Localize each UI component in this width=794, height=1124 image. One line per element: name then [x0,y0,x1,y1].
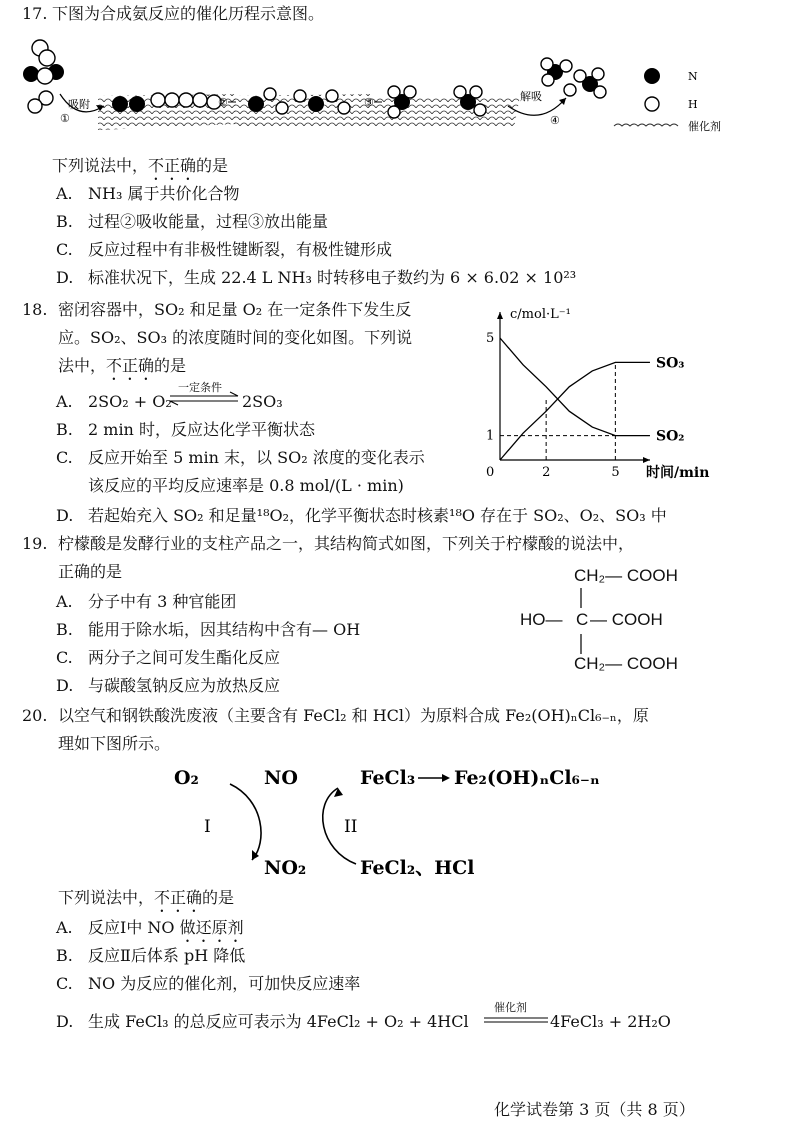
no2-label: NO₂ [264,857,307,879]
x-axis-label: 时间/min [646,465,710,481]
q18-ask: 法中，不正确的是 [58,356,187,375]
y-axis-arrow [497,312,503,319]
q18-line2: 应。SO₂、SO₃ 的浓度随时间的变化如图。下列说 [58,328,413,347]
q17-opt-a: NH₃ 属于共价化合物 [88,184,240,203]
struct-top: CH₂— COOH [574,566,678,585]
q20-opt-b: 反应Ⅱ后体系 pH 降低 [88,946,246,965]
q17-opt-a-label: A. [56,184,73,203]
q18-opt-a-label: A. [56,392,73,411]
q19-opt-a: 分子中有 3 种官能团 [88,592,237,611]
x-axis-arrow [643,457,650,463]
q18-opt-a-left: 2SO₂ + O₂ [88,392,172,411]
series-line-so2 [500,338,650,436]
concentration-time-chart [470,300,760,490]
q20-opt-a-label: A. [56,918,73,937]
q19-opt-c: 两分子之间可发生酯化反应 [88,648,281,667]
step-2-label: ② [218,96,228,109]
struct-bonds [575,586,589,658]
step-4-label: ④ [550,114,560,127]
q17-opt-d-label: D. [56,268,74,287]
q17-stem: 下图为合成氨反应的催化历程示意图。 [52,4,325,23]
legend-n-dot [644,68,660,84]
struct-bottom: CH₂— COOH [574,654,678,673]
y-axis-label: c/mol·L⁻¹ [510,307,571,322]
reaction-cycle-diagram [160,760,620,882]
q17-opt-c: 反应过程中有非极性键断裂，有极性键形成 [88,240,393,259]
q20-ask: 下列说法中，不正确的是 [58,888,235,907]
q17-number: 17. [22,4,48,23]
legend-catalyst-label: 催化剂 [688,120,721,133]
struct-mid-right: — COOH [590,610,663,629]
n2-h2-gas-left [23,40,64,113]
q19-line1: 柠檬酸是发酵行业的支柱产品之一，其结构简式如图，下列关于柠檬酸的说法中， [58,534,635,553]
reaction-1-arrow [230,784,261,860]
legend-n-label: N [688,70,698,83]
series-line-so3 [500,362,650,460]
q18-opt-d: 若起始充入 SO₂ 和足量¹⁸O₂，化学平衡状态时核素¹⁸O 存在于 SO₂、O₂、SO₃ 中 [88,506,667,525]
q19-opt-b-label: B. [56,620,73,639]
q17-opt-b: 过程②吸收能量，过程③放出能量 [88,212,329,231]
ammonia-catalysis-figure [0,36,794,146]
q20-opt-c-label: C. [56,974,73,993]
q18-opt-d-label: D. [56,506,74,525]
step-3-label: ③ [364,96,374,109]
q18-opt-a-right: 2SO₃ [242,392,283,411]
x-tick-0: 0 [486,465,495,480]
fecl2-hcl-label: FeCl₂、HCl [360,857,475,879]
product-label: Fe₂(OH)ₙCl₆₋ₙ [454,767,600,789]
q18-opt-c1: 反应开始至 5 min 末，以 SO₂ 浓度的变化表示 [88,448,425,467]
q18-opt-b-label: B. [56,420,73,439]
q17-opt-c-label: C. [56,240,73,259]
adsorb-label: 吸附 [68,98,90,111]
q20-number: 20. [22,706,48,725]
q20-opt-d-post: 4FeCl₃ + 2H₂O [550,1012,671,1031]
x-tick-5: 5 [611,465,620,480]
q19-opt-c-label: C. [56,648,73,667]
q20-opt-d-condition: 催化剂 [494,1001,527,1014]
fecl3-label: FeCl₃ [360,767,416,789]
equals-arrow [484,1016,550,1024]
y-tick-1: 1 [486,428,495,444]
reversible-arrow [170,392,240,406]
q18-opt-b: 2 min 时，反应达化学平衡状态 [88,420,315,439]
q18-opt-c-label: C. [56,448,73,467]
q20-opt-d-pre: 生成 FeCl₃ 的总反应可表示为 4FeCl₂ + O₂ + 4HCl [88,1012,469,1031]
q19-number: 19. [22,534,48,553]
q17-ask: 下列说法中，不正确的是 [52,156,229,175]
q17-opt-b-label: B. [56,212,73,231]
legend-h-dot [645,97,659,111]
page-footer: 化学试卷第 3 页（共 8 页） [494,1100,695,1119]
legend-h-label: H [688,98,698,111]
series-label-so2: SO₂ [655,428,685,445]
reaction-2-label: II [344,817,358,837]
q17-opt-d: 标准状况下，生成 22.4 L NH₃ 时转移电子数约为 6 × 6.02 × 10²³ [88,268,577,287]
q18-opt-a-condition: 一定条件 [178,381,222,394]
desorb-label: 解吸 [520,90,542,103]
struct-mid-left: HO— [520,610,563,629]
q19-opt-d: 与碳酸氢钠反应为放热反应 [88,676,281,695]
q19-line2: 正确的是 [58,562,123,581]
reaction-1-label: I [204,817,211,837]
q18-opt-c2: 该反应的平均反应速率是 0.8 mol/(L · min) [88,476,404,495]
struct-mid-c: C [576,610,589,629]
no-label: NO [264,767,298,789]
q20-opt-d-label: D. [56,1012,74,1031]
q19-opt-d-label: D. [56,676,74,695]
series-label-so3: SO₃ [655,355,685,372]
o2-label: O₂ [174,767,199,789]
q20-opt-b-label: B. [56,946,73,965]
q20-opt-a: 反应Ⅰ中 NO 做还原剂 [88,918,244,937]
q19-opt-a-label: A. [56,592,73,611]
q20-opt-c: NO 为反应的催化剂，可加快反应速率 [88,974,361,993]
nh3-released [541,58,606,98]
q18-line1: 密闭容器中，SO₂ 和足量 O₂ 在一定条件下发生反 [58,300,412,319]
q19-opt-b: 能用于除水垢，因其结构中含有— OH [88,620,361,639]
q20-line2: 理如下图所示。 [58,734,171,753]
q18-number: 18. [22,300,48,319]
y-tick-5: 5 [486,331,495,346]
q20-line1: 以空气和钢铁酸洗废液（主要含有 FeCl₂ 和 HCl）为原料合成 Fe₂(OH)ₙCl₆₋ₙ，原 [58,706,649,725]
step-1-label: ① [60,112,70,125]
legend-catalyst-icon [614,124,678,126]
x-tick-2: 2 [542,465,551,480]
